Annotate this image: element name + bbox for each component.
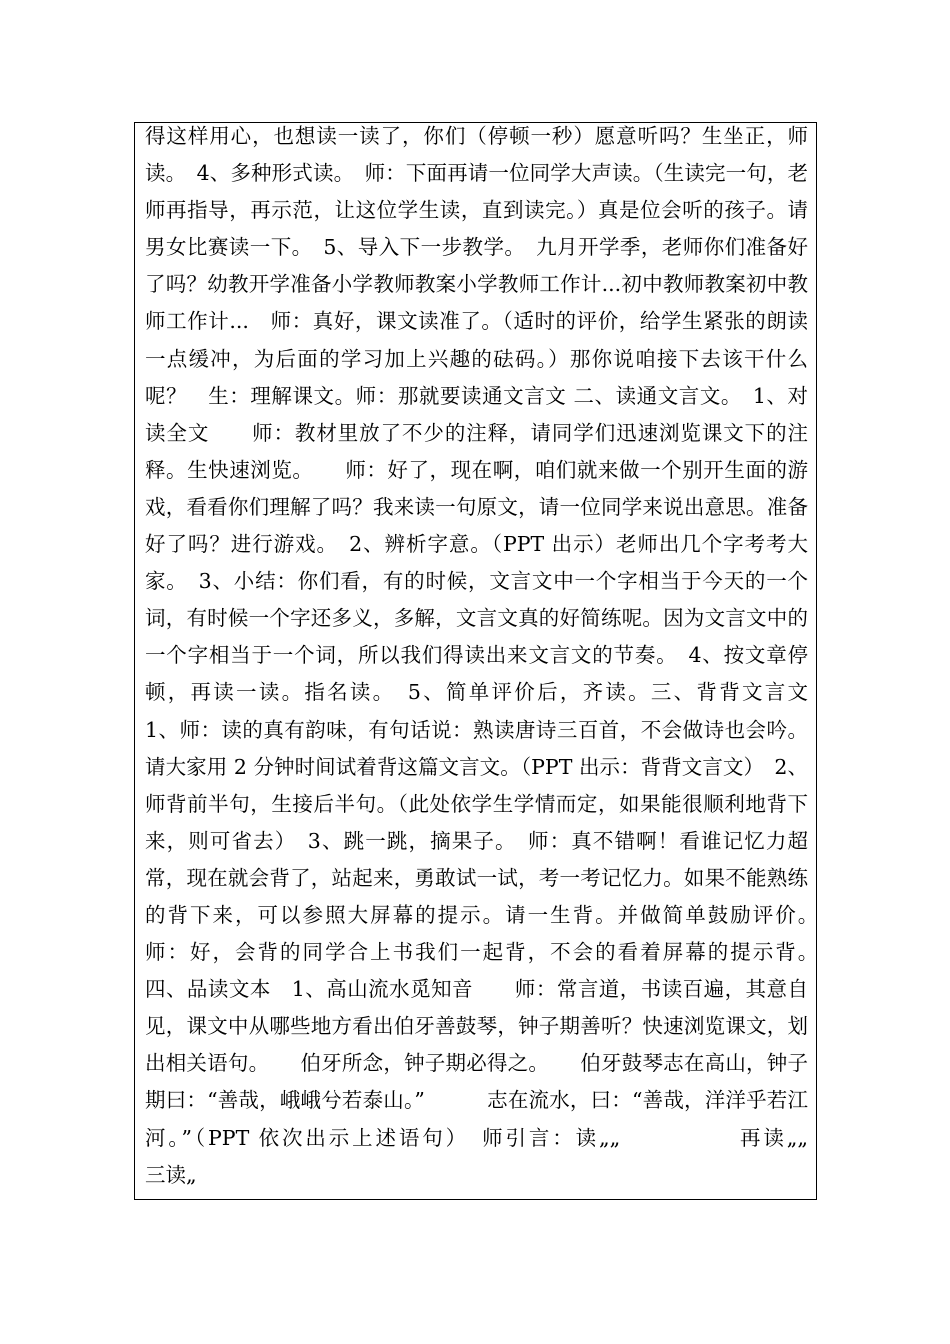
lesson-plan-body-text: 得这样用心，也想读一读了，你们（停顿一秒）愿意听吗？生坐正，师读。 4、多种形式读。 师：下面再请一位同学大声读。（生读完一句，老师再指导，再示范，让这位学生读，直到读完。）真是位会听的孩子。请男女比赛读一下。 5、导入下一步教学。 九月开学季，老师你们准备好了吗？幼教开学准备小学教师教案小学教师工作计...初中教师教案初中教师工作计... 师：真好，课文读准了。（适时的评价，给学生紧张的朗读一点缓冲，为后面的学习加上兴趣的砝码。）那你说咱接下去该干什么呢？ 生：理解课文。师：那就要读通文言文 二、读通文言文。 1、对读全文 师：教材里放了不少的注释，请同学们迅速浏览课文下的注释。生快速浏览。 师：好了，现在啊，咱们就来做一个别开生面的游戏，看看你们理解了吗？我来读一句原文，请一位同学来说出意思。准备好了吗？进行游戏。 2、辨析字意。（PPT 出示）老师出几个字考考大家。 3、小结：你们看，有的时候，文言文中一个字相当于今天的一个词，有时候一个字还多义，多解，文言文真的好简练呢。因为文言文中的一个字相当于一个词，所以我们得读出来文言文的节奏。 4、按文章停顿，再读一读。指名读。 5、简单评价后，齐读。三、背背文言文 1、师：读的真有韵味，有句话说：熟读唐诗三百首，不会做诗也会吟。请大家用 2 分钟时间试着背这篇文言文。（PPT 出示：背背文言文） 2、师背前半句，生接后半句。（此处依学生学情而定，如果能很顺利地背下来，则可省去） 3、跳一跳，摘果子。 师：真不错啊！看谁记忆力超常，现在就会背了，站起来，勇敢试一试，考一考记忆力。如果不能熟练的背下来，可以参照大屏幕的提示。请一生背。并做简单鼓励评价。 师：好，会背的同学合上书我们一起背，不会的看着屏幕的提示背。 四、品读文本 1、高山流水觅知音 师：常言道，书读百遍，其意自见，课文中从哪些地方看出伯牙善鼓琴，钟子期善听？快速浏览课文，划出相关语句。 伯牙所念，钟子期必得之。 伯牙鼓琴志在高山，钟子期曰：“善哉，峨峨兮若泰山。” 志在流水，曰：“善哉，洋洋乎若江河。”（PPT 依次出示上述语句） 师引言：读„„ 再读„„ 三读„: [145, 124, 911, 1187]
